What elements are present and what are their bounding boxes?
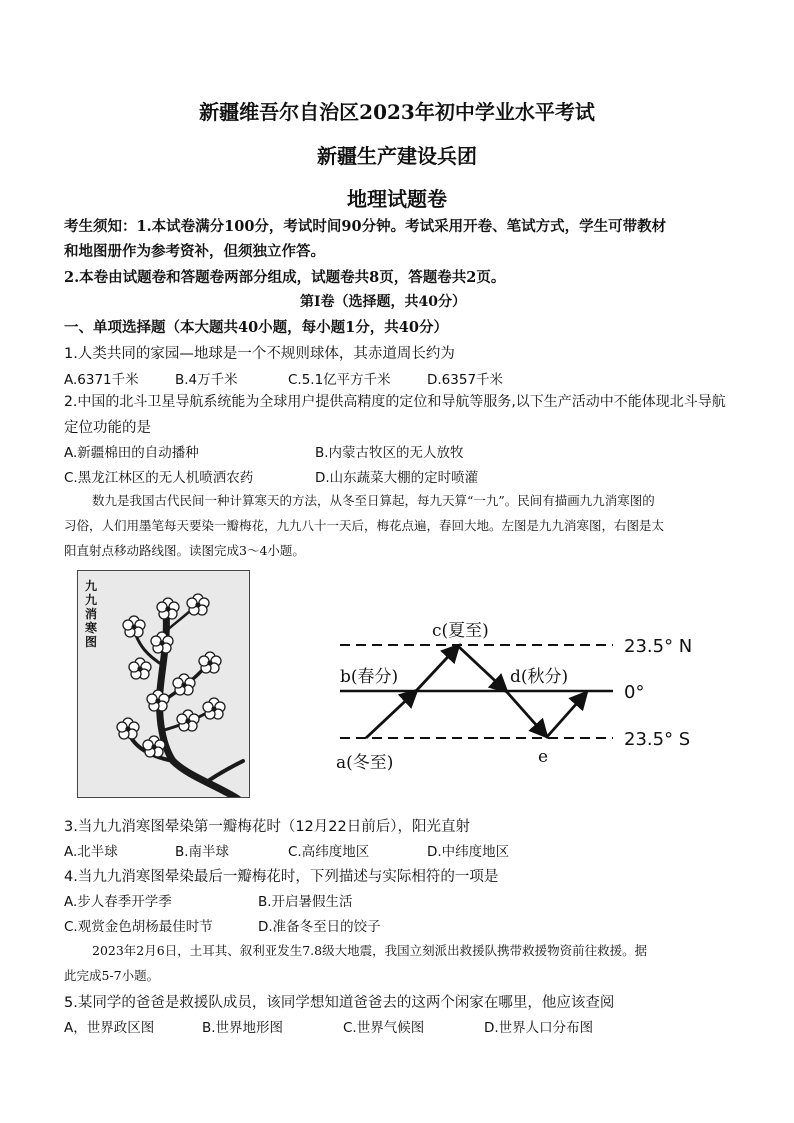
question-3-option-d: D.中纬度地区 [427,844,510,860]
notice-line-3: 2.本卷由试题卷和答题卷两部分组成，试题卷共8页，答题卷共2页。 [64,269,506,286]
question-4-option-b: B.开启暑假生活 [258,894,353,910]
question-2-option-b: B.内蒙古牧区的无人放牧 [315,445,464,461]
question-2-option-c: C.黑龙江林区的无人机喷洒农药 [64,470,254,486]
question-5-stem: 5.某同学的爸爸是救援队成员，该同学想知道爸爸去的这两个闲家在哪里，他应该查阅 [64,995,615,1011]
latitude-23-5-s: 23.5° S [624,729,691,750]
question-4-option-d: D.准备冬至日的饺子 [258,919,381,935]
label-c-summer-solstice: c(夏至) [432,621,489,641]
plum-branch-illustration [78,571,250,798]
plum-chart-title: 九九消寒图 [85,579,98,649]
section-heading: 一、单项选择题（本大题共40小题，每小题1分，共40分） [64,319,448,336]
label-a-winter-solstice: a(冬至) [336,753,394,773]
material-1-line-3: 阳直射点移动路线图。读图完成3～4小题。 [64,543,305,558]
notice-line-2: 和地图册作为参考资补，但须独立作答。 [64,243,325,260]
question-1-option-a: A.6371千米 [64,372,139,388]
material-2-line-2: 此完成5-7小题。 [64,968,160,983]
path-b-to-c [416,646,458,691]
question-2-stem-cont: 定位功能的是 [64,420,151,436]
notice-line-1: 考生须知：1.本试卷满分100分，考试时间90分钟。考试采用开卷、笔试方式，学生可带教材 [64,218,667,235]
plum-blossom-chart [77,570,250,798]
question-5-option-d: D.世界人口分布图 [484,1020,594,1036]
question-1-option-b: B.4万千米 [175,372,238,388]
question-4-stem: 4.当九九消寒图晕染最后一瓣梅花时，下列描述与实际相符的一项是 [64,869,499,885]
exam-title: 新疆维吾尔自治区2023年初中学业水平考试 [199,100,595,124]
paper-title: 地理试题卷 [347,187,447,211]
question-4-option-c: C.观赏金色胡杨最佳时节 [64,919,213,935]
latitude-23-5-n: 23.5° N [624,636,693,657]
question-3-stem: 3.当九九消寒图晕染第一瓣梅花时（12月22日前后），阳光直射 [64,819,470,835]
question-5-option-a: A，世界政区图 [64,1020,155,1036]
question-4-option-a: A.步人春季开学季 [64,894,172,910]
label-d-autumn-equinox: d(秋分) [510,667,569,687]
material-1-line-2: 习俗，人们用墨笔每天要染一瓣梅花，九九八十一天后，梅花点遍，春回大地。左图是九九消寒图，右图是太 [64,518,665,533]
question-5-option-b: B.世界地形图 [202,1020,284,1036]
path-e-to-next [546,693,586,738]
path-c-to-d [458,646,506,691]
material-2-line-1: 2023年2月6日，土耳其、叙利亚发生7.8级大地震，我国立刻派出救援队携带救援物资前往救援。据 [92,943,648,958]
path-a-to-b [366,691,416,738]
question-2-option-a: A.新疆棉田的自动播种 [64,445,199,461]
label-b-spring-equinox: b(春分) [340,667,399,687]
material-1-line-1: 数九是我国古代民间一种计算寒天的方法，从冬至日算起，每九天算“一九”。民间有描画九九消寒图的 [92,493,655,508]
question-1-stem: 1.人类共同的家园—地球是一个不规则球体，其赤道周长约为 [64,346,455,362]
path-d-to-e [506,691,546,736]
question-1-option-c: C.5.1亿平方千米 [288,372,391,388]
question-5-option-c: C.世界气候图 [343,1020,425,1036]
part-title: 第Ⅰ卷（选择题，共40分） [300,294,467,310]
question-3-option-c: C.高纬度地区 [288,844,370,860]
question-2-stem: 2.中国的北斗卫星导航系统能为全球用户提供高精度的定位和导航等服务,以下生产活动中不能体现北斗导航 [64,394,726,410]
question-3-option-b: B.南半球 [175,844,230,860]
question-2-option-d: D.山东蔬菜大棚的定时喷灌 [315,470,479,486]
exam-subtitle: 新疆生产建设兵团 [317,144,477,168]
question-1-option-d: D.6357千米 [427,372,504,388]
sun-direct-point-diagram [318,600,738,800]
label-e: e [538,747,549,767]
question-3-option-a: A.北半球 [64,844,118,860]
latitude-0: 0° [624,682,645,703]
